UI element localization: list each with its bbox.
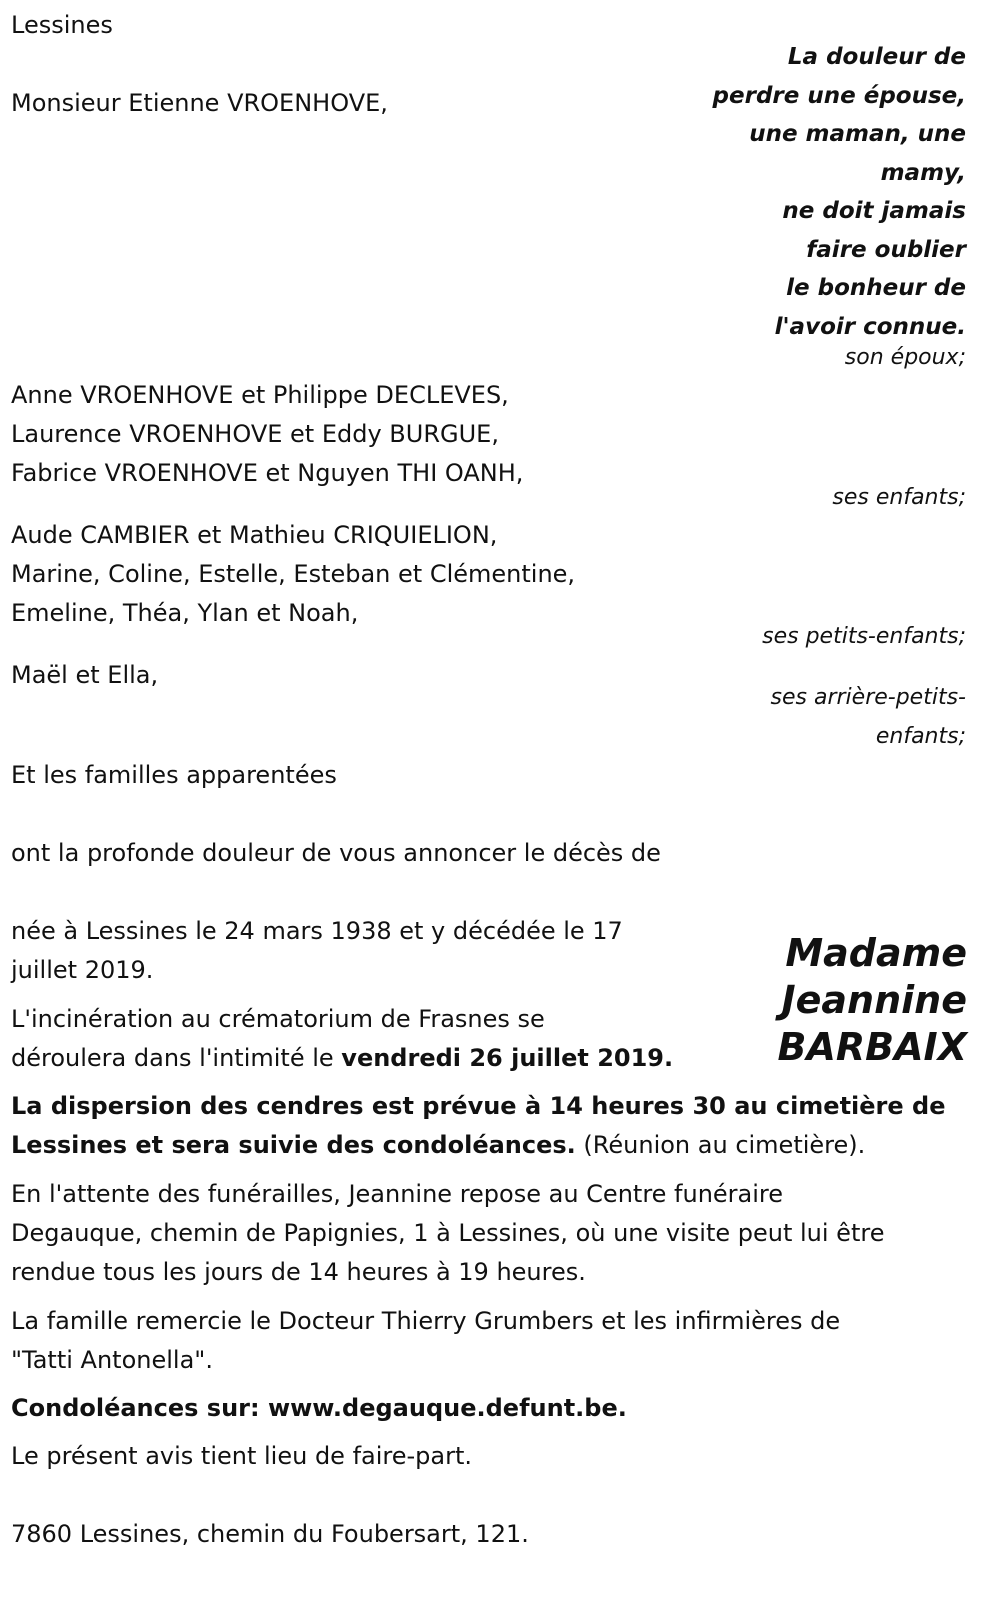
poem-line: l'avoir connue. bbox=[774, 313, 966, 340]
text-line bbox=[11, 1087, 945, 1126]
poem-line: mamy, bbox=[880, 159, 966, 186]
deceased-name-line: Madame bbox=[785, 931, 967, 975]
child-line: Fabrice VROENHOVE et Nguyen THI OANH, bbox=[11, 459, 524, 487]
text-line bbox=[11, 1039, 673, 1078]
place-name: Lessines bbox=[11, 11, 113, 39]
text-line bbox=[11, 1126, 945, 1165]
notice-line: Le présent avis tient lieu de faire-part. bbox=[11, 1442, 473, 1470]
text-line: Degauque, chemin de Papignies, 1 à Lessines, où une visite peut lui être bbox=[11, 1219, 885, 1247]
text-span: déroulera dans l'intimité le bbox=[11, 1044, 342, 1072]
poem-line: La douleur de bbox=[787, 44, 966, 70]
text-line: juillet 2019. bbox=[11, 956, 154, 984]
text-line: L'incinération au crématorium de Frasnes se bbox=[11, 1005, 545, 1033]
deceased-name bbox=[707, 930, 967, 1071]
poem-line: perdre une épouse, bbox=[712, 82, 966, 109]
incineration-date: vendredi 26 juillet 2019. bbox=[341, 1044, 674, 1072]
birth-death-text bbox=[11, 912, 623, 990]
condolences-text: Condoléances sur: www.degauque.defunt.be. bbox=[11, 1394, 627, 1422]
incineration-text bbox=[11, 1000, 673, 1078]
address-line: 7860 Lessines, chemin du Foubersart, 121. bbox=[11, 1520, 529, 1548]
role-line: enfants; bbox=[875, 724, 966, 749]
husband-name: Monsieur Etienne VROENHOVE, bbox=[11, 89, 388, 117]
poem-line: le bonheur de bbox=[786, 275, 966, 301]
dispersion-note: (Réunion au cimetière). bbox=[575, 1131, 866, 1159]
role-great-grandchildren bbox=[771, 678, 966, 756]
role-line: ses arrière-petits- bbox=[770, 685, 966, 710]
poem-line: une maman, une bbox=[749, 121, 966, 147]
memorial-poem bbox=[636, 38, 966, 346]
grandchildren-list bbox=[11, 516, 575, 633]
deceased-name-line: Jeannine bbox=[781, 978, 967, 1022]
text-line: La famille remercie le Docteur Thierry Grumbers et les infirmières de bbox=[11, 1307, 841, 1335]
visitation-text bbox=[11, 1175, 884, 1292]
text-line: En l'attente des funérailles, Jeannine repose au Centre funéraire bbox=[11, 1180, 784, 1208]
text-line: rendue tous les jours de 14 heures à 19 heures. bbox=[11, 1258, 586, 1286]
thanks-text bbox=[11, 1302, 840, 1380]
dispersion-line: Lessines et sera suivie des condoléances. bbox=[11, 1131, 576, 1159]
role-children: ses enfants; bbox=[832, 485, 966, 510]
dispersion-text bbox=[11, 1087, 945, 1165]
child-line: Anne VROENHOVE et Philippe DECLEVES, bbox=[11, 381, 509, 409]
role-spouse: son époux; bbox=[844, 345, 966, 370]
poem-line: ne doit jamais bbox=[782, 198, 966, 224]
poem-line: faire oublier bbox=[806, 236, 966, 263]
grandchild-line: Aude CAMBIER et Mathieu CRIQUIELION, bbox=[11, 521, 498, 549]
text-line: "Tatti Antonella". bbox=[11, 1346, 213, 1374]
role-grandchildren: ses petits-enfants; bbox=[762, 624, 966, 649]
text-line: née à Lessines le 24 mars 1938 et y décédée le 17 bbox=[11, 917, 623, 945]
announcement-line: ont la profonde douleur de vous annoncer le décès de bbox=[11, 839, 661, 867]
deceased-name-line: BARBAIX bbox=[777, 1025, 967, 1069]
grandchild-line: Emeline, Théa, Ylan et Noah, bbox=[11, 599, 359, 627]
great-grandchildren: Maël et Ella, bbox=[11, 661, 159, 689]
children-list bbox=[11, 376, 523, 493]
condolences-line bbox=[11, 1389, 627, 1428]
dispersion-line: La dispersion des cendres est prévue à 14 heures 30 au cimetière de bbox=[11, 1092, 946, 1120]
families-line: Et les familles apparentées bbox=[11, 761, 337, 789]
grandchild-line: Marine, Coline, Estelle, Esteban et Clémentine, bbox=[11, 560, 576, 588]
child-line: Laurence VROENHOVE et Eddy BURGUE, bbox=[11, 420, 499, 448]
